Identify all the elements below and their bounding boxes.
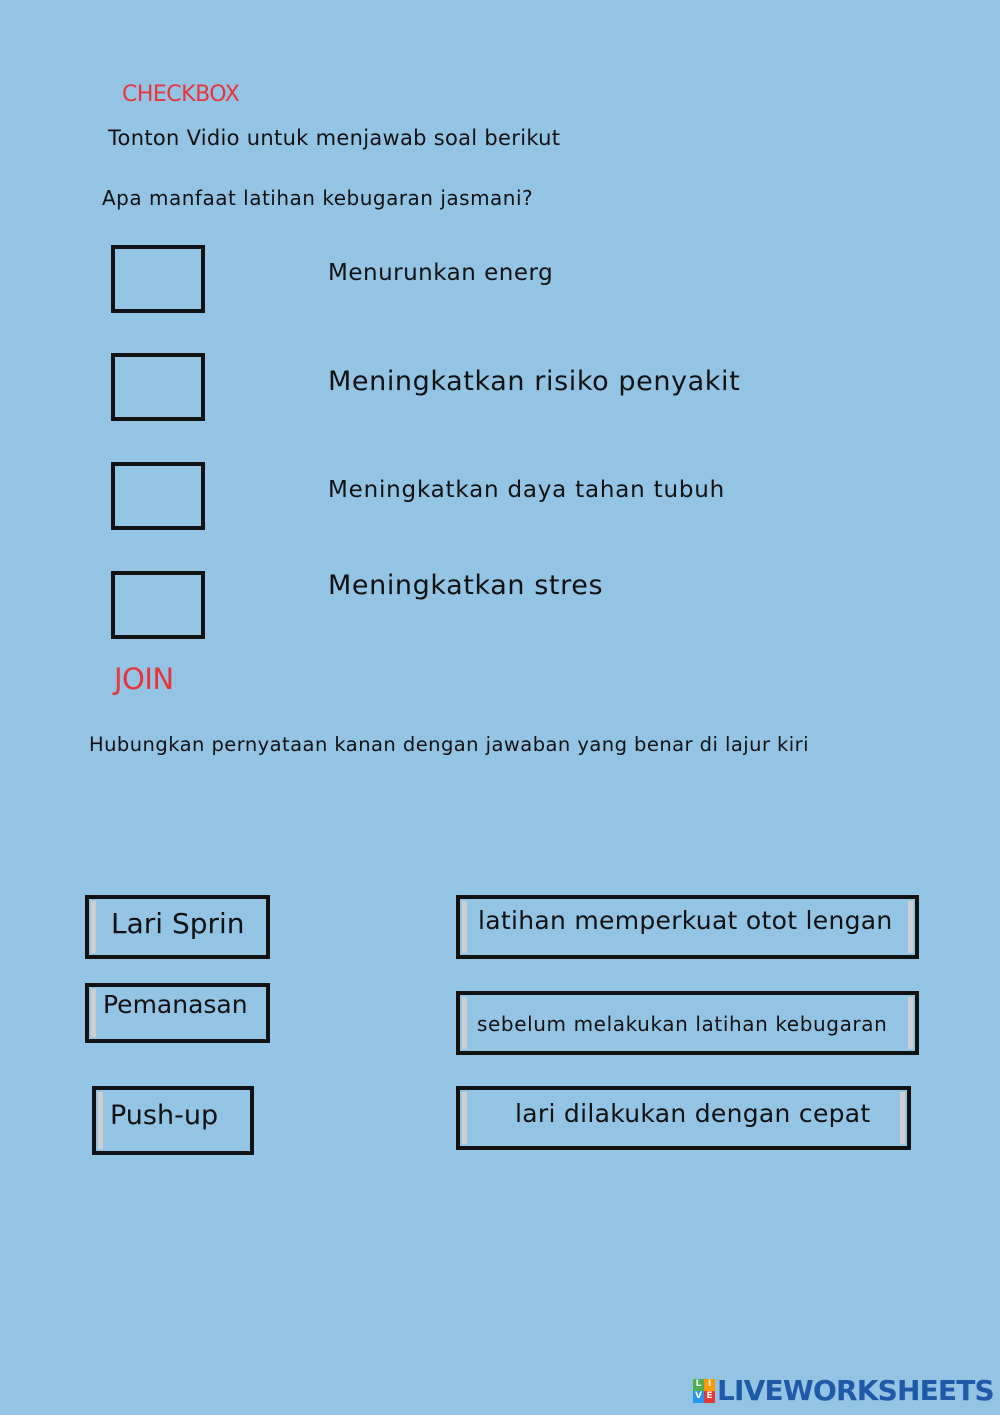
join-right-item-1[interactable] — [456, 895, 919, 959]
logo-letter-v: V — [693, 1391, 704, 1403]
join-right-label: sebelum melakukan latihan kebugaran — [477, 1012, 888, 1036]
card-edge-handle — [908, 997, 913, 1049]
join-right-label: lari dilakukan dengan cepat — [515, 1098, 871, 1128]
checkbox-section-label: CHECKBOX — [122, 82, 240, 107]
logo-letter-e: E — [704, 1391, 715, 1403]
card-edge-handle — [462, 901, 467, 953]
liveworksheets-brand-text: LIVEWORKSHEETS — [717, 1374, 994, 1407]
join-left-label: Lari Sprin — [111, 906, 245, 940]
join-instruction: Hubungkan pernyataan kanan dengan jawaban yang benar di lajur kiri — [89, 733, 810, 756]
logo-letter-i: I — [704, 1379, 715, 1391]
answer-checkbox-2[interactable] — [111, 353, 205, 421]
answer-option-3: Meningkatkan daya tahan tubuh — [328, 477, 725, 503]
question-text: Apa manfaat latihan kebugaran jasmani? — [102, 186, 534, 210]
answer-checkbox-4[interactable] — [111, 571, 205, 639]
card-edge-handle — [462, 997, 467, 1049]
join-left-item-2[interactable] — [85, 983, 270, 1043]
join-section-label: JOIN — [114, 662, 174, 696]
answer-option-2: Meningkatkan risiko penyakit — [328, 366, 741, 397]
answer-option-4: Meningkatkan stres — [328, 570, 604, 601]
answer-checkbox-3[interactable] — [111, 462, 205, 530]
card-edge-handle — [98, 1092, 103, 1149]
join-left-label: Push-up — [110, 1100, 219, 1131]
card-edge-handle — [908, 901, 913, 953]
card-edge-handle — [91, 901, 96, 953]
join-right-item-3[interactable] — [456, 1086, 911, 1150]
card-edge-handle — [91, 989, 96, 1037]
card-edge-handle — [462, 1092, 467, 1144]
join-right-label: latihan memperkuat otot lengan — [478, 905, 893, 935]
answer-checkbox-1[interactable] — [111, 245, 205, 313]
checkbox-instruction: Tonton Vidio untuk menjawab soal berikut — [108, 126, 561, 150]
join-left-item-3[interactable] — [92, 1086, 254, 1155]
liveworksheets-logo-icon — [693, 1379, 715, 1403]
join-right-item-2[interactable] — [456, 991, 919, 1055]
liveworksheets-logo — [693, 1374, 994, 1407]
card-edge-handle — [900, 1092, 905, 1144]
join-left-label: Pemanasan — [103, 989, 248, 1019]
logo-letter-l: L — [693, 1379, 704, 1391]
join-left-item-1[interactable] — [85, 895, 270, 959]
answer-option-1: Menurunkan energ — [328, 260, 554, 286]
